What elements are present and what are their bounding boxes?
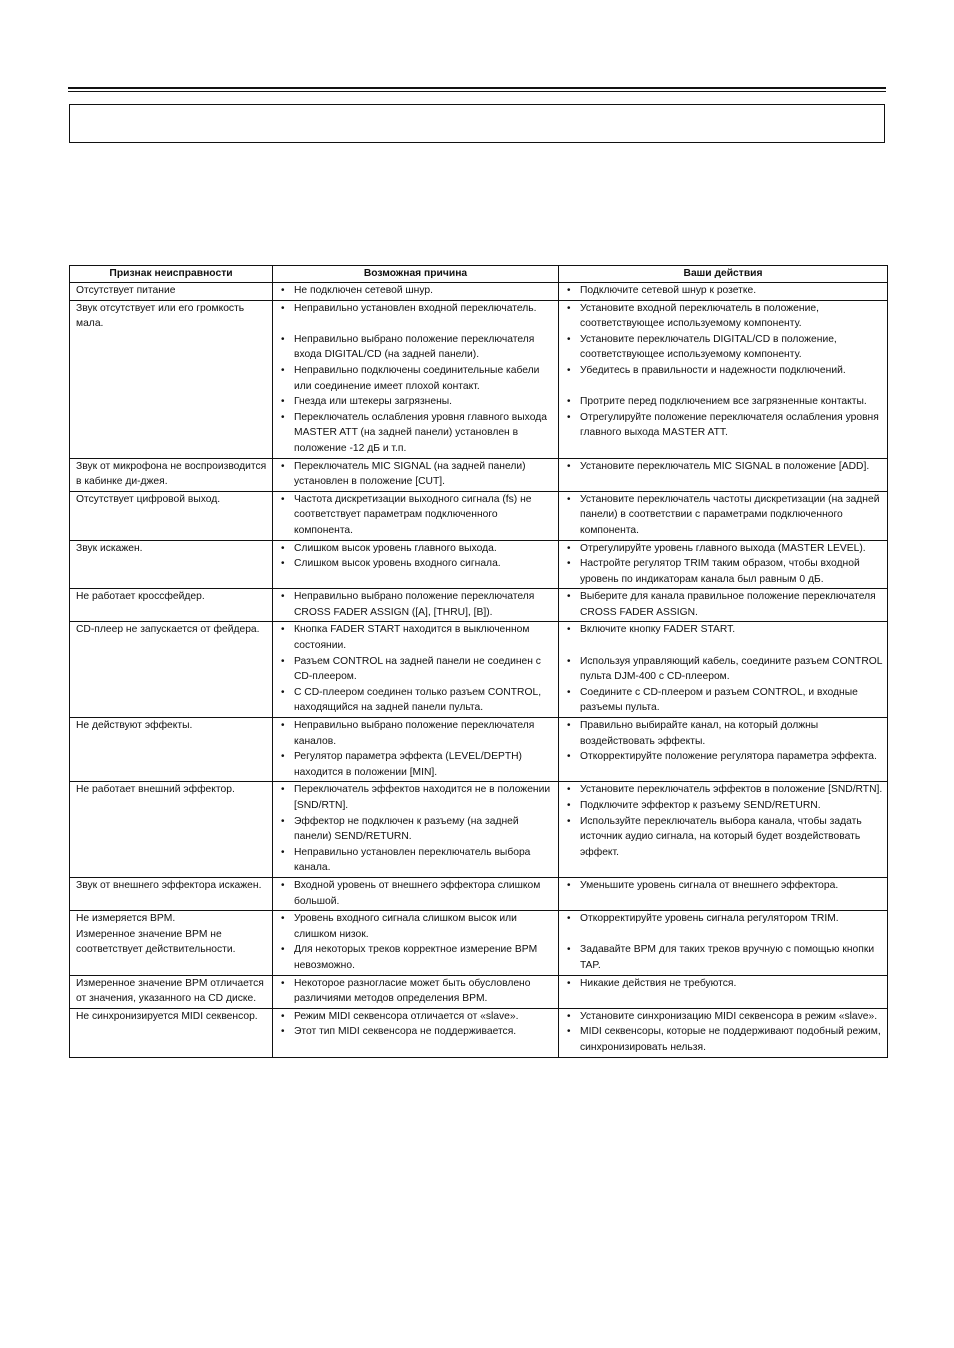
cause-list (279, 976, 554, 1007)
action-list (565, 283, 883, 299)
action-cell (559, 458, 888, 491)
table-row (70, 458, 888, 491)
action-list (565, 878, 883, 894)
top-rule-thick (68, 87, 886, 89)
symptom-cell (70, 491, 273, 540)
symptom-cell (70, 782, 273, 878)
cause-item: • Режим MIDI секвенсора отличается от «slave». (279, 1009, 554, 1025)
cause-item: • Слишком высок уровень главного выхода. (279, 541, 554, 557)
action-cell (559, 877, 888, 910)
symptom-text: Отсутствует питание (76, 285, 176, 296)
table-row (70, 975, 888, 1008)
symptom-cell (70, 1008, 273, 1057)
cause-item: • Гнезда или штекеры загрязнены. (279, 394, 554, 410)
action-cell (559, 718, 888, 782)
symptom-cell (70, 300, 273, 458)
action-cell (559, 589, 888, 622)
action-list (565, 718, 883, 765)
cause-item: • Переключатель ослабления уровня главного выхода MASTER ATT (на задней панели) установлен в положение -12 дБ и т.п. (279, 410, 554, 457)
action-item: • Используйте переключатель выбора канала, чтобы задать источник аудио сигнала, на который будет воздействовать эффект. (565, 814, 883, 861)
action-item: • Подключите сетевой шнур к розетке. (565, 283, 883, 299)
action-list (565, 911, 883, 973)
action-cell (559, 540, 888, 589)
cause-item: • Эффектор не подключен к разъему (на задней панели) SEND/RETURN. (279, 814, 554, 845)
cause-cell (273, 877, 559, 910)
table-row (70, 1008, 888, 1057)
cause-item: • Неправильно выбрано положение переключателя CROSS FADER ASSIGN ([A], [THRU], [B]). (279, 589, 554, 620)
action-item: • Уменьшите уровень сигнала от внешнего эффектора. (565, 878, 883, 894)
action-item: • Задавайте BPM для таких треков вручную с помощью кнопки TAP. (565, 942, 883, 973)
cause-item: • Для некоторых треков корректное измерение BPM невозможно. (279, 942, 554, 973)
symptom-cell (70, 540, 273, 589)
action-list (565, 492, 883, 539)
symptom-text: Не измеряется BPM. (76, 913, 176, 925)
symptom-cell (70, 877, 273, 910)
cause-cell (273, 718, 559, 782)
action-list (565, 301, 883, 441)
cause-item: • Неправильно выбрано положение переключателя входа DIGITAL/CD (на задней панели). (279, 332, 554, 363)
cause-cell (273, 300, 559, 458)
symptom-cell (70, 911, 273, 975)
cause-cell (273, 975, 559, 1008)
action-list (565, 782, 883, 860)
action-item: • Откорректируйте положение регулятора параметра эффекта. (565, 749, 883, 765)
header-cause: Возможная причина (273, 266, 559, 283)
table-row (70, 491, 888, 540)
action-item: • Никакие действия не требуются. (565, 976, 883, 992)
cause-list (279, 589, 554, 620)
action-item: • Отрегулируйте положение переключателя ослабления уровня главного выхода MASTER ATT. (565, 410, 883, 441)
action-list (565, 976, 883, 992)
symptom-text: Не действуют эффекты. (76, 720, 193, 732)
action-item: • Настройте регулятор TRIM таким образом, чтобы входной уровень по индикаторам канала был равным 0 дБ. (565, 556, 883, 587)
cause-cell (273, 622, 559, 718)
symptom-text: Звук искажен. (76, 542, 143, 554)
cause-item: • Неправильно установлен входной переключатель. (279, 301, 554, 317)
cause-list (279, 911, 554, 973)
table-row (70, 877, 888, 910)
cause-list (279, 782, 554, 876)
cause-list (279, 622, 554, 716)
action-item: • Правильно выбирайте канал, на который должны воздействовать эффекты. (565, 718, 883, 749)
cause-item: • Входной уровень от внешнего эффектора слишком большой. (279, 878, 554, 909)
action-list (565, 459, 883, 475)
action-item: • Установите переключатель частоты дискретизации (на задней панели) в соответствии с параметрами подключенного компонента. (565, 492, 883, 539)
action-cell (559, 1008, 888, 1057)
cause-item: • Разъем CONTROL на задней панели не соединен с CD-плеером. (279, 654, 554, 685)
table-row (70, 782, 888, 878)
cause-item: • Не подключен сетевой шнур. (279, 283, 554, 299)
cause-item: • Переключатель MIC SIGNAL (на задней панели) установлен в положение [CUT]. (279, 459, 554, 490)
action-item: • Отрегулируйте уровень главного выхода (MASTER LEVEL). (565, 541, 883, 557)
action-list (565, 541, 883, 588)
cause-list (279, 1009, 554, 1040)
action-item: • Убедитесь в правильности и надежности подключений. (565, 363, 883, 379)
cause-cell (273, 589, 559, 622)
cause-list (279, 878, 554, 909)
action-item: • Установите переключатель эффектов в положение [SND/RTN]. (565, 782, 883, 798)
cause-item: • Регулятор параметра эффекта (LEVEL/DEPTH) находится в положении [MIN]. (279, 749, 554, 780)
action-item: • Выберите для канала правильное положение переключателя CROSS FADER ASSIGN. (565, 589, 883, 620)
action-item: • Откорректируйте уровень сигнала регулятором TRIM. (565, 911, 883, 927)
cause-list (279, 301, 554, 457)
cause-item: • Некоторое разногласие может быть обусловлено различиями методов определения BPM. (279, 976, 554, 1007)
header-symptom: Признак неисправности (70, 266, 273, 283)
action-cell (559, 300, 888, 458)
cause-item: • Неправильно установлен переключатель выбора канала. (279, 845, 554, 876)
cause-cell (273, 491, 559, 540)
header-action: Ваши действия (559, 266, 888, 283)
cause-list (279, 283, 554, 299)
symptom-cell (70, 589, 273, 622)
cause-item: • Частота дискретизации выходного сигнала (fs) не соответствует параметрам подключенного компонента. (279, 492, 554, 539)
symptom-cell (70, 458, 273, 491)
action-cell (559, 782, 888, 878)
action-item: • Установите входной переключатель в положение, соответствующее используемому компоненту. (565, 301, 883, 332)
table-row (70, 540, 888, 589)
action-cell (559, 283, 888, 301)
cause-item: • С CD-плеером соединен только разъем CONTROL, находящийся на задней панели пульта. (279, 685, 554, 716)
table-row (70, 589, 888, 622)
symptom-text: Измеренное значение BPM отличается от значения, указанного на CD диске. (76, 977, 264, 1005)
cause-cell (273, 1008, 559, 1057)
table-row (70, 718, 888, 782)
action-item: • Используя управляющий кабель, соедините разъем CONTROL пульта DJM-400 с CD-плеером. (565, 654, 883, 685)
section-title-box (69, 104, 885, 143)
action-item: • Подключите эффектор к разъему SEND/RETURN. (565, 798, 883, 814)
action-item: • Установите синхронизацию MIDI секвенсора в режим «slave». (565, 1009, 883, 1025)
table-header-row (70, 266, 888, 283)
symptom-text: Не работает внешний эффектор. (76, 784, 235, 796)
symptom-cell (70, 622, 273, 718)
symptom-text: Отсутствует цифровой выход. (76, 493, 221, 505)
cause-item: • Этот тип MIDI секвенсора не поддерживается. (279, 1024, 554, 1040)
action-list (565, 589, 883, 620)
cause-item: • Неправильно подключены соединительные кабели или соединение имеет плохой контакт. (279, 363, 554, 394)
action-cell (559, 975, 888, 1008)
cause-list (279, 459, 554, 490)
symptom-text: Звук от микрофона не воспроизводится в кабинке ди-джея. (76, 460, 267, 488)
cause-list (279, 541, 554, 572)
action-item: • MIDI секвенсоры, которые не поддерживают подобный режим, синхронизировать нельзя. (565, 1024, 883, 1055)
cause-list (279, 718, 554, 780)
symptom-cell (70, 975, 273, 1008)
cause-item: • Переключатель эффектов находится не в положении [SND/RTN]. (279, 782, 554, 813)
top-rule-thin (68, 91, 886, 92)
action-cell (559, 911, 888, 975)
symptom-text: Звук отсутствует или его громкость мала. (76, 302, 245, 330)
cause-item: • Неправильно выбрано положение переключателя каналов. (279, 718, 554, 749)
symptom-text: Звук от внешнего эффектора искажен. (76, 879, 262, 891)
cause-cell (273, 911, 559, 975)
action-item: • Включите кнопку FADER START. (565, 622, 883, 638)
symptom-cell (70, 718, 273, 782)
cause-cell (273, 782, 559, 878)
action-cell (559, 622, 888, 718)
cause-cell (273, 540, 559, 589)
table-row (70, 911, 888, 975)
action-cell (559, 491, 888, 540)
action-item: • Установите переключатель MIC SIGNAL в положение [ADD]. (565, 459, 883, 475)
cause-item: • Уровень входного сигнала слишком высок или слишком низок. (279, 911, 554, 942)
action-item: • Соедините с CD-плеером и разъем CONTROL, и входные разъемы пульта. (565, 685, 883, 716)
action-item: • Установите переключатель DIGITAL/CD в положение, соответствующее используемому компоненту. (565, 332, 883, 363)
symptom-text: Измеренное значение BPM не соответствует действительности. (76, 928, 236, 956)
cause-cell (273, 283, 559, 301)
symptom-text: CD-плеер не запускается от фейдера. (76, 624, 260, 636)
troubleshooting-table (69, 265, 888, 1058)
symptom-cell (70, 283, 273, 301)
cause-item: • Кнопка FADER START находится в выключенном состоянии. (279, 622, 554, 653)
action-list (565, 622, 883, 716)
cause-list (279, 492, 554, 539)
cause-item: • Слишком высок уровень входного сигнала. (279, 556, 554, 572)
table-row (70, 283, 888, 301)
symptom-text: Не синхронизируется MIDI секвенсор. (76, 1010, 258, 1022)
action-list (565, 1009, 883, 1056)
table-row (70, 300, 888, 458)
cause-cell (273, 458, 559, 491)
table-row (70, 622, 888, 718)
symptom-text: Не работает кроссфейдер. (76, 591, 205, 603)
action-item: • Протрите перед подключением все загрязненные контакты. (565, 394, 883, 410)
